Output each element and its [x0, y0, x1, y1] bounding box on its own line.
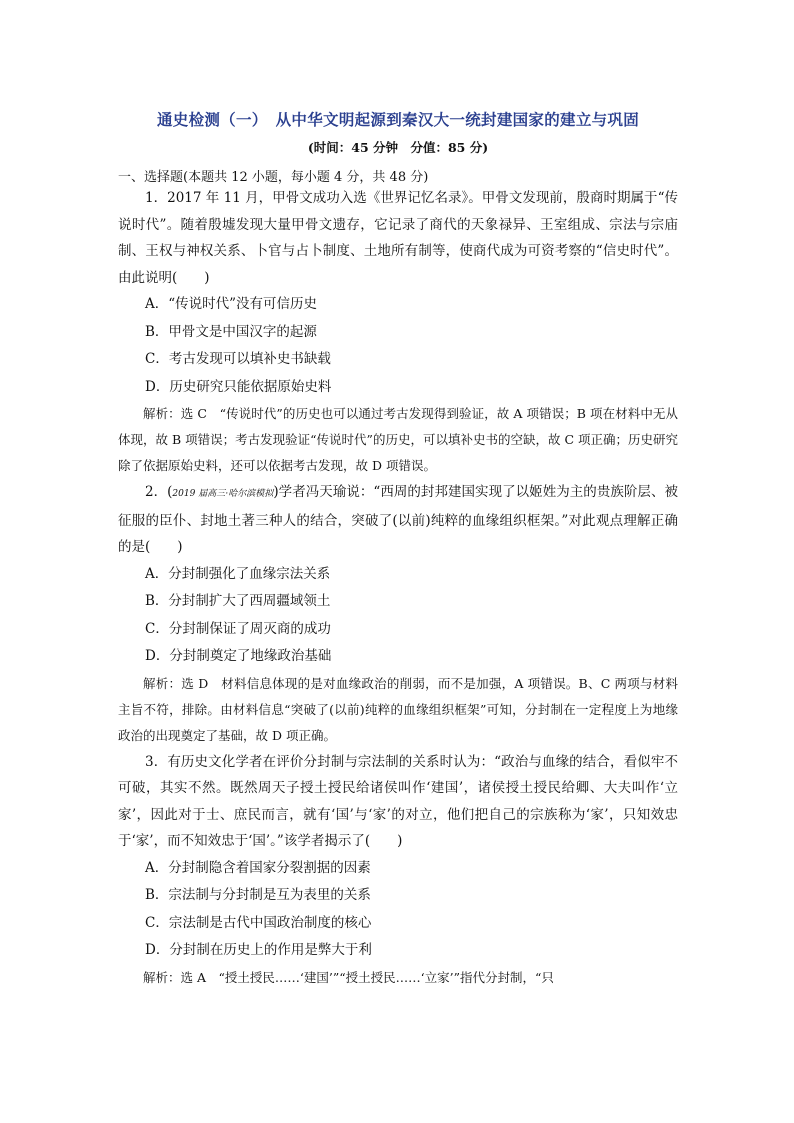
page-subtitle: (时间：45 分钟 分值：85 分)	[307, 140, 489, 155]
question-1	[118, 185, 678, 479]
question-3	[118, 749, 678, 991]
analysis-text: 解析：选 D 材料信息体现的是对血缘政治的削弱，而不是加强，A 项错误。B、C 两项与材料主旨不符，排除。由材料信息“突破了(以前)纯粹的血缘组织框架”可知，分封制在一定程度上为地缘政治的出现奠定了基础，故 D 项正确。	[118, 675, 678, 743]
question-stem: 1．2017 年 11 月，甲骨文成功入选《世界记忆名录》。甲骨文发现前，殷商时期属于“传说时代”。随着殷墟发现大量甲骨文遗存，它记录了商代的天象禄异、王室组成、宗法与宗庙制、王权与神权关系、卜官与占卜制度、土地所有制等，使商代成为可资考察的“信史时代”。由此说明( )	[118, 190, 678, 286]
question-stem	[118, 479, 678, 561]
question-stem: 3．有历史文化学者在评价分封制与宗法制的关系时认为：“政治与血缘的结合，看似牢不可破，其实不然。既然周天子授土授民给诸侯叫作‘建国’，诸侯授土授民给卿、大夫叫作‘立家’，因此对于士、庶民而言，就有‘国’与‘家’的对立，他们把自己的宗族称为‘家’，只知效忠于‘家’，而不知效忠于‘国’。”该学者揭示了( )	[118, 753, 678, 849]
question-stem-text: )学者冯天瑜说：“西周的封邦建国实现了以姬姓为主的贵族阶层、被征服的臣仆、封地土著三种人的结合，突破了(以前)纯粹的血缘组织框架。”对此观点理解正确的是( )	[118, 484, 678, 555]
option-a: A．分封制隐含着国家分裂割据的因素	[145, 859, 371, 876]
option-b: B．宗法制与分封制是互为表里的关系	[145, 887, 371, 903]
option-d: D．历史研究只能依据原始史料	[145, 378, 332, 395]
question-2	[118, 479, 678, 749]
section-heading: 一、选择题(本题共 12 小题，每小题 4 分，共 48 分)	[118, 170, 429, 185]
option-b: B．甲骨文是中国汉字的起源	[145, 323, 317, 340]
analysis-text: 解析：选 A “授土授民……‘建国’”“授土授民……‘立家’”指代分封制，“只	[143, 969, 554, 985]
option-c: C．考古发现可以填补史书缺载	[145, 351, 331, 367]
option-c: C．分封制保证了周灭商的成功	[145, 620, 331, 637]
option-a: A．分封制强化了血缘宗法关系	[145, 565, 331, 582]
document-page	[118, 100, 678, 991]
option-d: D．分封制奠定了地缘政治基础	[145, 648, 332, 664]
question-source: 2019 届高三·哈尔滨模拟	[172, 489, 274, 499]
option-a: A．“传说时代”没有可信历史	[145, 296, 318, 312]
option-c: C．宗法制是古代中国政治制度的核心	[145, 914, 372, 931]
option-d: D．分封制在历史上的作用是弊大于利	[145, 942, 372, 958]
option-b: B．分封制扩大了西周疆域领土	[145, 593, 331, 609]
analysis-text: 解析：选 C “传说时代”的历史也可以通过考古发现得到验证，故 A 项错误；B 项在材料中无从体现，故 B 项错误；考古发现验证“传说时代”的历史，可以填补史书的空缺，故 C 项正确；历史研究除了依据原始史料，还可以依据考古发现，故 D 项错误。	[118, 406, 678, 473]
page-title: 通史检测（一） 从中华文明起源到秦汉大一统封建国家的建立与巩固	[156, 111, 640, 129]
question-number: 2．(	[145, 484, 173, 500]
